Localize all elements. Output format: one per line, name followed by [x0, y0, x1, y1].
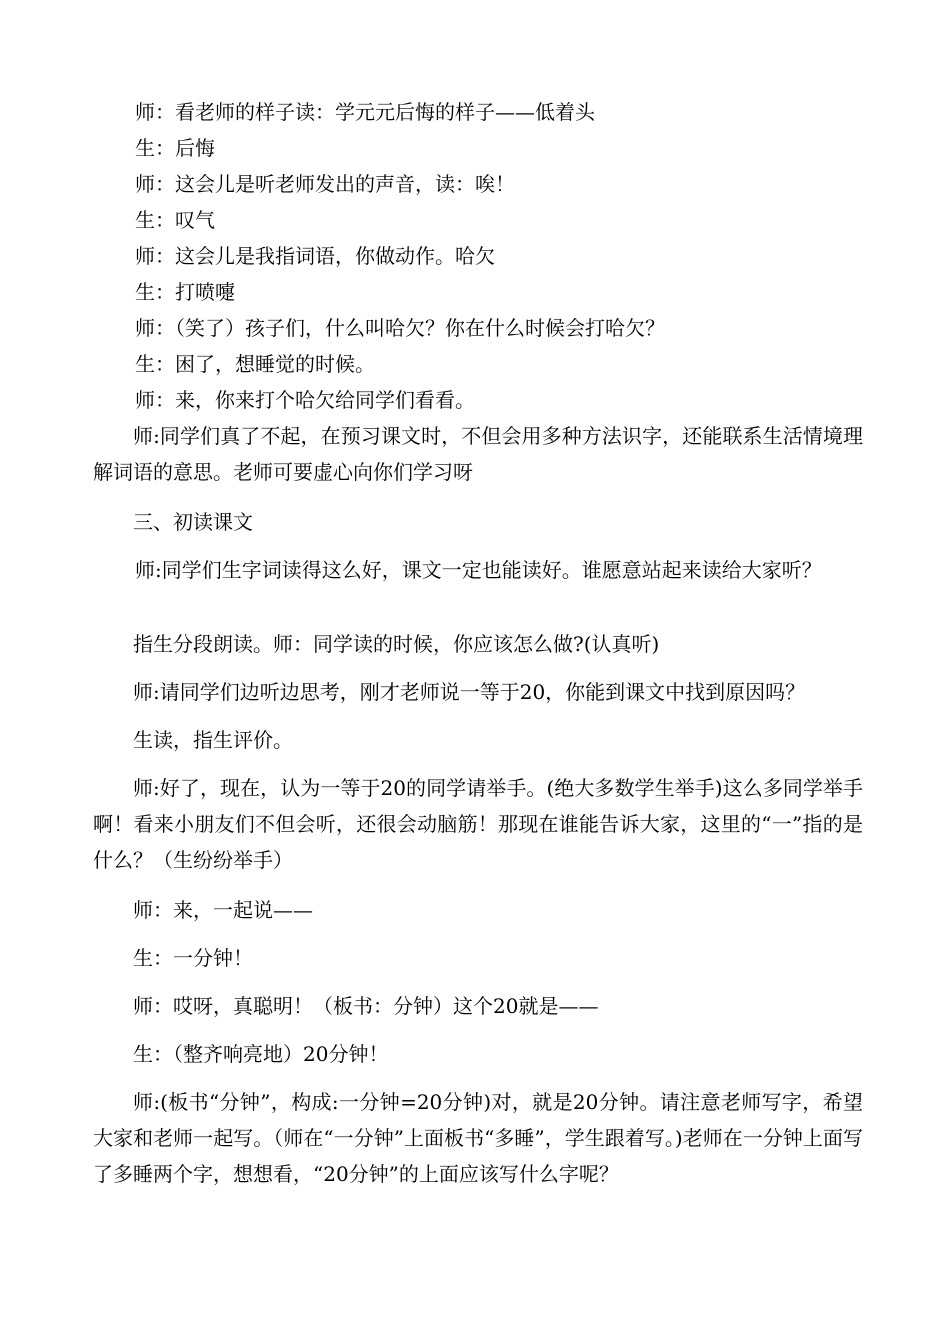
- paragraph: 生：困了，想睡觉的时候。: [135, 352, 375, 376]
- paragraph: 生：（整齐响亮地）20分钟！: [133, 1042, 389, 1066]
- paragraph: 师:同学们真了不起，在预习课文时，不但会用多种方法识字，还能联系生活情境理解词语的意思。老师可要虚心向你们学习呀: [93, 424, 863, 484]
- paragraph: 生：一分钟！: [133, 946, 253, 970]
- paragraph: 师：哎呀，真聪明！（板书：分钟）这个20就是——: [133, 994, 599, 1018]
- paragraph: 指生分段朗读。师：同学读的时候，你应该怎么做?(认真听): [133, 632, 660, 656]
- paragraph: 师：来，一起说——: [133, 898, 313, 922]
- paragraph: 师:(板书“分钟”，构成:一分钟=20分钟)对，就是20分钟。请注意老师写字，希望大家和老师一起写。（师在“一分钟”上面板书“多睡”，学生跟着写。)老师在一分钟上面写了多睡两个字，想想看，“20分钟”的上面应该写什么字呢？: [93, 1090, 863, 1186]
- paragraph: 生：打喷嚏: [135, 280, 235, 304]
- paragraph: 师：来，你来打个哈欠给同学们看看。: [135, 388, 475, 412]
- paragraph: 师：看老师的样子读：学元元后悔的样子——低着头: [135, 100, 595, 124]
- paragraph: 师:同学们生字词读得这么好，课文一定也能读好。谁愿意站起来读给大家听？: [135, 558, 822, 582]
- paragraph: 师：这会儿是我指词语，你做动作。哈欠: [135, 244, 495, 268]
- paragraph: 师:好了，现在，认为一等于20的同学请举手。(绝大多数学生举手)这么多同学举手啊！看来小朋友们不但会听，还很会动脑筋！那现在谁能告诉大家，这里的“一”指的是什么？（生纷纷举手）: [93, 776, 863, 872]
- paragraph: 生：后悔: [135, 136, 215, 160]
- section-heading: 三、初读课文: [133, 510, 253, 534]
- paragraph: 生读，指生评价。: [133, 728, 293, 752]
- paragraph: 生：叹气: [135, 208, 215, 232]
- paragraph: 师：这会儿是听老师发出的声音，读：唉！: [135, 172, 515, 196]
- paragraph: 师：（笑了）孩子们，什么叫哈欠？你在什么时候会打哈欠？: [135, 316, 665, 340]
- paragraph: 师:请同学们边听边思考，刚才老师说一等于20，你能到课文中找到原因吗？: [133, 680, 806, 704]
